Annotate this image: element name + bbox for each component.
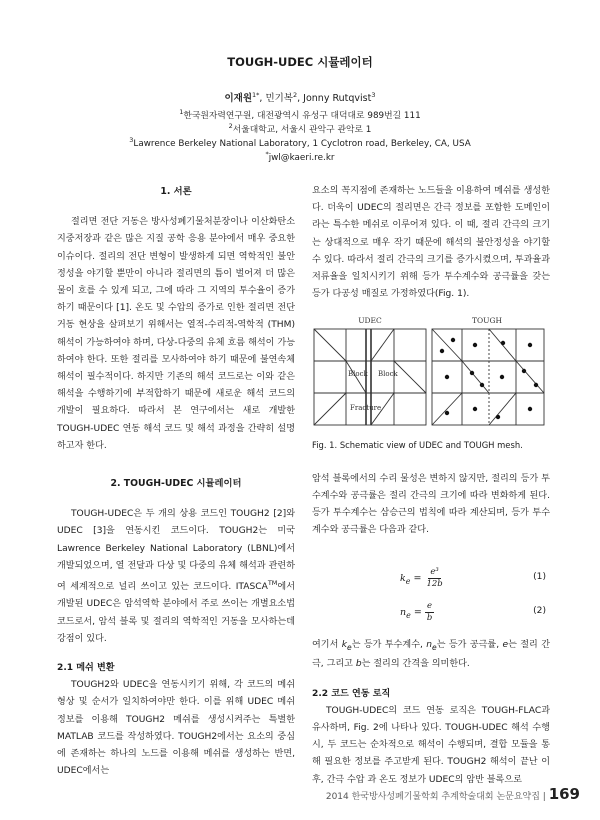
eq2-equals: = bbox=[410, 607, 425, 619]
figure-label-udec: UDEC bbox=[358, 316, 382, 326]
eq2-lhs-sub: e bbox=[406, 611, 411, 621]
equation-2-number: (2) bbox=[533, 606, 546, 617]
eq1-lhs-sub: e bbox=[405, 577, 411, 587]
page-number: 169 bbox=[548, 785, 580, 803]
section-2-1-paragraph: TOUGH2와 UDEC을 연동시키기 위해, 각 코드의 메쉬 형상 및 순서가 일치하여야만 한다. 이를 위해 UDEC 메쉬 정보를 이용해 TOUGH2 메쉬를 생성시켜주는 특별한 MATLAB 코드를 작성하였다. TOUGH2에서는 요소의 중심에 존재하는 하나의 노드를 이용해 메쉬를 생성하는 반면, UDEC에서는 bbox=[57, 680, 295, 777]
author-3-mark: 3 bbox=[371, 90, 376, 99]
author-line bbox=[0, 90, 600, 104]
right-paragraph-where bbox=[312, 637, 550, 673]
figure-1-caption: Fig. 1. Schematic view of UDEC and TOUGH mesh. bbox=[312, 440, 523, 451]
eq1-fraction bbox=[424, 567, 444, 590]
where-text-1: 여기서 bbox=[312, 640, 342, 651]
eq2-numerator: e bbox=[427, 601, 433, 612]
author-1: 이재원 bbox=[224, 93, 253, 104]
eq1-equals: = bbox=[410, 573, 425, 585]
eq1-lhs: k bbox=[400, 573, 406, 585]
affiliation-1-text: 한국원자력연구원, 대전광역시 유성구 대덕대로 989번길 111 bbox=[183, 111, 421, 121]
where-ne: n bbox=[426, 640, 433, 651]
where-text-5: 는 절리의 간격을 의미한다. bbox=[361, 659, 470, 670]
author-1-mark: 1* bbox=[252, 90, 260, 99]
where-text-4: 는 절리 간극, 그리고 bbox=[312, 640, 550, 670]
right-paragraph-mid: 암석 블록에서의 수리 물성은 변하지 않지만, 절리의 등가 투수계수와 공극률은 절리 간극의 크기에 따라 변화하게 된다. 등가 투수계수는 삼승근의 법칙에 따라 계산되며, 등가 투수계수와 공극률은 다음과 같다. bbox=[312, 473, 550, 536]
section-1-paragraph: 절리면 전단 거동은 방사성폐기물처분장이나 이산화탄소 지중저장과 같은 많은 지질 공학 응용 분야에서 매우 중요한 이슈이다. 절리의 전단 변형이 발생하게 되면 역학적인 불안정성을 야기할 뿐만이 아니라 절리면의 틈이 벌어져 더 많은 물이 흐를 수 있게 되고, 그에 따라 그 지역의 투수율이 증가하기 때문이다 [1]. 온도 및 수압의 증가로 인한 절리면 전단 거동 현상을 살펴보기 위해서는 열적-수리적-역학적 (THM) 해석이 가능하여야 하며, 다상-다중의 유체 흐름 해석이 가능하여야 한다. 또한 절리를 모사하여야 하기 때문에 불연속체 해석이 필수적이다. 하지만 기존의 해석 코드로는 이와 같은 해석을 수행하기에 부적합하기 때문에 새로운 해석 코드의 개발이 필요하다. 따라서 본 연구에서는 새로 개발한 TOUGH-UDEC 연동 해석 코드 및 해석 과정을 간략히 설명하고자 한다. bbox=[57, 217, 295, 451]
footer-text: 2014 한국방사성폐기물학회 추계학술대회 논문요약집 | bbox=[325, 792, 549, 802]
section-2-2-paragraph: TOUGH-UDEC의 코드 연동 로직은 TOUGH-FLAC과 유사하며, Fig. 2에 나타나 있다. TOUGH-UDEC 해석 수행 시, 두 코드는 순차적으로 해석이 수행되며, 결합 모듈을 통해 필요한 정보를 주고받게 된다. TOUGH2 해석이 끝난 이후, 간극 수압 과 온도 정보가 UDEC의 암반 블록으로 bbox=[312, 705, 550, 785]
equation-2 bbox=[312, 597, 550, 623]
section-2-text-b: 에서 개발된 UDEC은 암석역학 분야에서 주로 쓰이는 개별요소법 코드로서, 암석 블록 및 절리의 역학적인 거동을 모사하는데 강점이 있다. bbox=[57, 582, 295, 644]
email-text: jwl@kaeri.re.kr bbox=[268, 152, 335, 163]
affiliation-2-text: 서울대학교, 서울시 관악구 관악로 1 bbox=[232, 125, 372, 135]
section-2-2-heading: 2.2 코드 연동 로직 bbox=[312, 688, 391, 699]
affiliation-3 bbox=[0, 136, 600, 149]
where-ke: k bbox=[341, 640, 348, 651]
author-2: , 민기복 bbox=[259, 93, 293, 104]
figure-label-fracture: Fracture bbox=[350, 404, 382, 413]
author-3: , Jonny Rutqvist bbox=[297, 93, 372, 104]
left-column bbox=[57, 183, 295, 780]
eq2-lhs: n bbox=[400, 607, 407, 619]
affiliation-1 bbox=[0, 108, 600, 121]
author-2-mark: 2 bbox=[292, 90, 298, 99]
right-column bbox=[312, 183, 550, 789]
affiliation-1-mark: 1 bbox=[179, 108, 184, 117]
where-ke-sub: e bbox=[347, 643, 352, 653]
where-text-3: 는 등가 공극률, bbox=[436, 640, 503, 651]
equation-1-number: (1) bbox=[533, 572, 546, 583]
where-e: e bbox=[502, 640, 509, 651]
figure-label-block-right: Block bbox=[378, 370, 398, 379]
affiliation-3-mark: 3 bbox=[129, 136, 134, 144]
section-2-text-a: TOUGH-UDEC은 두 개의 상용 코드인 TOUGH2 [2]와 UDEC [3]을 연동시킨 코드이다. TOUGH2는 미국 Lawrence Berkeley National Laboratory (LBNL)에서 개발되었으며, 열 전달과 다상 및 다중의 유체 해석과 관련하여 세계적으로 널리 쓰이고 있는 코드이다. ITASCA bbox=[57, 509, 295, 593]
paper-title: TOUGH-UDEC 시뮬레이터 bbox=[227, 55, 373, 69]
where-ne-sub: e bbox=[432, 643, 437, 653]
section-1-heading: 1. 서론 bbox=[160, 186, 192, 197]
trademark-mark: TM bbox=[267, 579, 278, 588]
figure-label-block-left: Block bbox=[348, 370, 368, 379]
section-2-heading: 2. TOUGH-UDEC 시뮬레이터 bbox=[110, 478, 242, 490]
equation-2-body bbox=[400, 601, 434, 624]
affiliation-3-text: Lawrence Berkeley National Laboratory, 1 Cyclotron road, Berkeley, CA, USA bbox=[133, 138, 471, 149]
where-b: b bbox=[355, 659, 362, 670]
where-text-2: 는 등가 투수계수, bbox=[351, 640, 427, 651]
affiliation-2-mark: 2 bbox=[228, 122, 233, 131]
right-paragraph-top: 요소의 꼭지점에 존재하는 노드들을 이용하여 메쉬를 생성한다. 더욱이 UDEC의 절리면은 간극 정보를 포함한 도메인이라는 특수한 메쉬로 이루어져 있다. 이 때, 절리 간극의 크기는 상대적으로 매우 작기 때문에 해석의 불안정성을 야기할 수 있다. 따라서 절리 간극의 크기를 증가시켰으며, 투과율과 저류율을 일치시키기 위해 등가 투수계수와 공극률을 갖는 등가 다공성 매질로 가정하였다(Fig. 1). bbox=[312, 186, 550, 300]
section-2-1-heading: 2.1 메쉬 변환 bbox=[57, 662, 115, 673]
figure-1-mesh-schematic bbox=[312, 313, 550, 433]
section-2-paragraph bbox=[57, 506, 295, 648]
eq2-fraction bbox=[425, 601, 434, 624]
eq1-numerator: e³ bbox=[430, 567, 439, 578]
corresponding-email bbox=[0, 150, 600, 163]
equation-1 bbox=[312, 563, 550, 589]
figure-label-tough: TOUGH bbox=[471, 316, 503, 326]
affiliation-2 bbox=[0, 122, 600, 135]
equation-1-body bbox=[400, 567, 445, 590]
page-footer bbox=[326, 785, 580, 803]
email-mark: * bbox=[265, 150, 269, 158]
eq2-denominator: b bbox=[426, 613, 433, 624]
eq1-denominator: 12b bbox=[426, 579, 443, 590]
